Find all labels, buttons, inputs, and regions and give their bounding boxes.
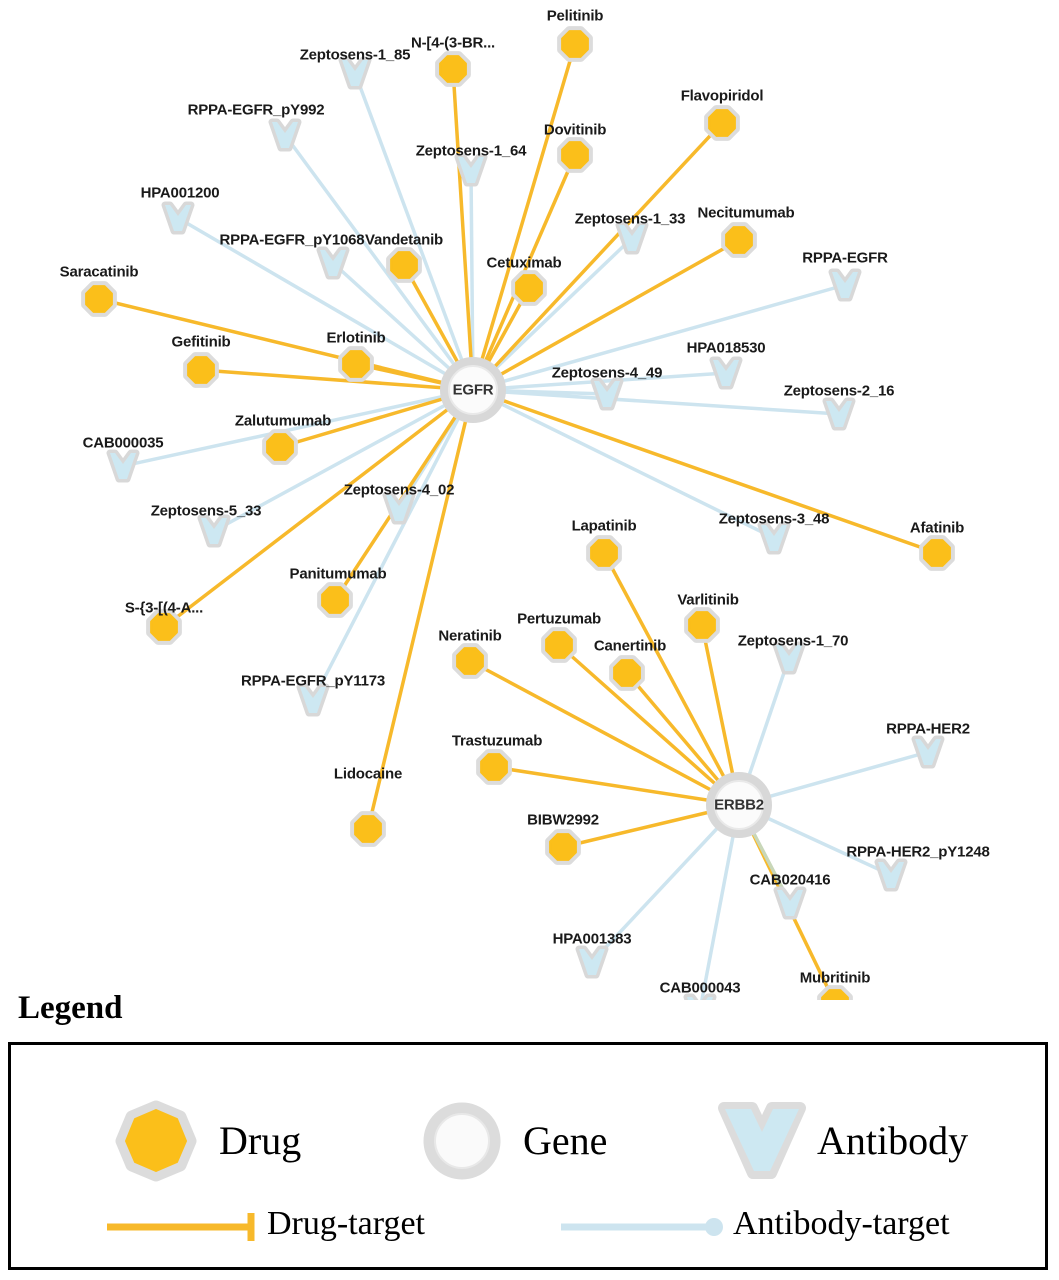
drug-node [266, 433, 294, 461]
legend-gene-icon [430, 1109, 494, 1173]
antibody-label: Zeptosens-1_64 [415, 142, 527, 160]
drug-node [545, 631, 573, 659]
drug-label: BIBW2992 [527, 811, 599, 829]
drug-node [321, 586, 349, 614]
drug-label: Panitumumab [289, 565, 387, 583]
antibody-node [579, 949, 605, 975]
antibody-label: RPPA-HER2 [886, 720, 970, 738]
antibody-label: CAB000043 [659, 979, 741, 997]
drug-label: Saracatinib [59, 263, 139, 281]
drug-node [821, 989, 849, 1000]
antibody-label: Zeptosens-1_85 [299, 46, 411, 64]
antibody-node [165, 205, 191, 231]
drug-node [342, 350, 370, 378]
drug-label: Neratinib [438, 627, 502, 645]
antibody-label: CAB000035 [82, 434, 164, 452]
legend-antibody-edge [561, 1218, 723, 1236]
edge-drug-target [473, 44, 575, 390]
drug-node [150, 613, 178, 641]
legend-label-gene: Gene [523, 1118, 608, 1163]
drug-node [439, 55, 467, 83]
legend-antibody-icon [724, 1108, 800, 1173]
legend-box [8, 1042, 1048, 1270]
drug-label: Canertinib [593, 637, 667, 655]
antibody-label: HPA018530 [686, 339, 766, 357]
drug-node [187, 356, 215, 384]
antibody-label: RPPA-EGFR [802, 249, 888, 267]
drug-node [549, 833, 577, 861]
drug-label: Necitumumab [697, 204, 795, 222]
antibody-label: Zeptosens-5_33 [150, 502, 262, 520]
drug-node [561, 141, 589, 169]
drug-node [613, 659, 641, 687]
drug-node [708, 109, 736, 137]
antibody-node [915, 739, 941, 765]
antibody-node [201, 518, 227, 544]
legend-drug-icon [122, 1107, 190, 1175]
antibody-label: Zeptosens-4_49 [551, 364, 663, 382]
gene-label: EGFR [452, 381, 494, 399]
drug-node [480, 753, 508, 781]
drug-label: Vandetanib [364, 231, 444, 249]
antibody-label: Zeptosens-3_48 [718, 510, 830, 528]
drug-label: Cetuximab [486, 254, 562, 272]
drug-node [590, 539, 618, 567]
antibody-node [342, 60, 368, 86]
drug-label: Lapatinib [571, 517, 637, 535]
antibody-node [272, 122, 298, 148]
antibody-label: RPPA-EGFR_pY1068 [219, 231, 365, 249]
antibody-node [458, 157, 484, 183]
drug-label: Dovitinib [543, 121, 607, 139]
antibody-node [826, 401, 852, 427]
drug-label: Afatinib [909, 519, 965, 537]
drug-label: Pertuzumab [517, 610, 601, 628]
edge-antibody-target [313, 390, 473, 700]
legend-drug-edge [107, 1213, 251, 1241]
antibody-label: RPPA-EGFR_pY992 [187, 101, 325, 119]
drug-label: Zalutumumab [234, 412, 332, 430]
legend-label-drug-target: Drug-target [267, 1205, 425, 1242]
antibody-node [300, 687, 326, 713]
antibody-node [713, 360, 739, 386]
antibody-node [761, 525, 787, 551]
gene-label: ERBB2 [714, 796, 764, 814]
antibody-node [878, 862, 904, 888]
antibody-node [832, 272, 858, 298]
drug-node [725, 226, 753, 254]
antibody-label: CAB020416 [749, 871, 831, 889]
edge-drug-target [368, 390, 473, 829]
drug-node [456, 647, 484, 675]
antibody-label: Zeptosens-2_16 [783, 382, 895, 400]
antibody-label: Zeptosens-1_33 [574, 210, 686, 228]
antibody-label: HPA001200 [140, 184, 220, 202]
legend-label-drug: Drug [219, 1118, 302, 1163]
drug-node [688, 611, 716, 639]
antibody-node [687, 997, 713, 1000]
antibody-label: Zeptosens-1_70 [737, 632, 849, 650]
drug-label: Mubritinib [799, 969, 871, 987]
drug-node [561, 30, 589, 58]
drug-label: Varlitinib [677, 591, 739, 609]
drug-label: S-{3-[(4-A... [124, 599, 204, 617]
drug-label: Erlotinib [326, 329, 386, 347]
edge-drug-target [473, 390, 937, 553]
drug-label: Flavopiridol [680, 87, 764, 105]
drug-label: Gefitinib [171, 333, 231, 351]
antibody-label: Zeptosens-4_02 [343, 481, 455, 499]
antibody-node [777, 890, 803, 916]
drug-node [923, 539, 951, 567]
legend-title: Legend [18, 990, 123, 1026]
drug-label: Lidocaine [333, 765, 403, 783]
drug-node [354, 815, 382, 843]
drug-node [85, 285, 113, 313]
antibody-label: HPA001383 [552, 930, 632, 948]
drug-label: Pelitinib [546, 7, 604, 25]
antibody-node [110, 453, 136, 479]
antibody-label: RPPA-EGFR_pY1173 [240, 672, 386, 690]
drug-node [515, 274, 543, 302]
legend-label-antibody-target: Antibody-target [733, 1205, 950, 1242]
drug-label: N-[4-(3-BR... [410, 34, 496, 52]
antibody-node [594, 381, 620, 407]
antibody-label: RPPA-HER2_pY1248 [846, 843, 990, 861]
drug-label: Trastuzumab [451, 732, 543, 750]
legend-label-antibody: Antibody [817, 1118, 969, 1163]
drug-node [390, 251, 418, 279]
